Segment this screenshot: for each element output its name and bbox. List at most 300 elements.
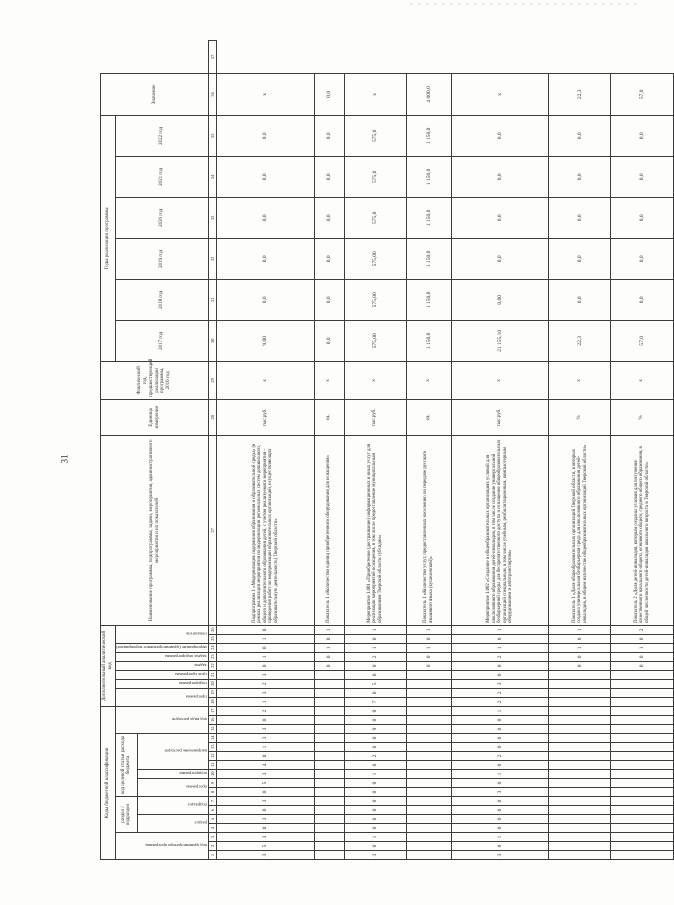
year-value: 0,0: [314, 238, 344, 279]
name-header: Наименование программы, подпрограммы, задачи, мероприятия, административного мероприятия и их показателей: [101, 435, 209, 625]
code-digit: [549, 752, 611, 761]
code-digit: 3: [217, 725, 315, 734]
column-number: 31: [209, 279, 217, 320]
year-value: 0,0: [217, 279, 315, 320]
code-digit: [406, 734, 451, 743]
row-name: Мероприятие 1.002 «Создание в общеобразовательных организациях условий для инклюзивного образования детей-инвалидов, в том числе создание универсальной безбарьерной среды для беспрепятственного доступа и оснащение общеобразовательных организаций специальным, в том числе учебным, реабилитационным, компьютерным оборудованием и автотранспортом»: [451, 435, 549, 625]
code-digit: 0: [217, 625, 315, 634]
subsection-label: подраздел: [126, 803, 132, 826]
year-value: 57,0: [611, 320, 673, 361]
code-digit: [549, 788, 611, 797]
subprogram-sub-header: подпрограмма: [138, 770, 209, 779]
code-digit: [611, 824, 673, 833]
year-value: 22,3: [549, 320, 611, 361]
code-digit: [611, 688, 673, 697]
row-actual: х: [217, 361, 315, 399]
column-number: 23: [209, 652, 217, 661]
code-digit: [314, 833, 344, 842]
code-digit: 0: [451, 842, 549, 851]
extra-class-header: Дополнительный аналитический код: [101, 625, 116, 706]
section-label: раздел: [120, 808, 126, 823]
code-digit: 1: [549, 643, 611, 652]
code-digit: 0: [451, 761, 549, 770]
code-digit: 2: [451, 752, 549, 761]
code-digit: [549, 670, 611, 679]
code-digit: [314, 670, 344, 679]
code-digit: 0: [451, 815, 549, 824]
code-digit: [314, 725, 344, 734]
table-row: [549, 41, 611, 860]
code-digit: [314, 716, 344, 725]
code-digit: [314, 815, 344, 824]
column-number: 33: [209, 197, 217, 238]
row-unit: %: [611, 399, 673, 435]
code-digit: [549, 743, 611, 752]
code-digit: 3: [451, 788, 549, 797]
subsection-sub-header: подраздел: [138, 797, 209, 815]
year-value: 1 150,0: [406, 238, 451, 279]
column-number: 3: [209, 833, 217, 842]
year-2017-header: 2017 год: [115, 320, 209, 361]
column-number: 34: [209, 156, 217, 197]
year-value: 1 150,0: [406, 197, 451, 238]
year-value: 1 150,0: [406, 279, 451, 320]
year-value: 575,00: [344, 238, 406, 279]
code-digit: [314, 761, 344, 770]
year-value: 0,0: [611, 156, 673, 197]
code-digit: 1: [549, 625, 611, 634]
row-unit: тыс.руб.: [451, 399, 549, 435]
year-value: 0,0: [451, 238, 549, 279]
row-target: х: [451, 73, 549, 115]
code-digit: [406, 743, 451, 752]
code-digit: [406, 761, 451, 770]
code-digit: 0: [451, 779, 549, 788]
direction-sub-header: направление расходов: [138, 734, 209, 770]
column-number: 24: [209, 643, 217, 652]
code-digit: [406, 806, 451, 815]
table-row: [611, 41, 673, 860]
code-digit: 1: [344, 833, 406, 842]
column-number: 16: [209, 716, 217, 725]
budget-class-header: Коды бюджетной классификации: [101, 706, 116, 859]
code-digit: 1: [217, 634, 315, 643]
column-number: 8: [209, 788, 217, 797]
code-digit: 0: [344, 670, 406, 679]
code-digit: [314, 806, 344, 815]
code-digit: 1: [344, 625, 406, 634]
code-digit: 0: [451, 670, 549, 679]
column-number: 36: [209, 73, 217, 115]
code-digit: 2: [217, 679, 315, 688]
code-digit: 5: [344, 679, 406, 688]
table-row: [406, 41, 451, 860]
code-digit: [549, 734, 611, 743]
year-value: 0,0: [217, 238, 315, 279]
years-header: Годы реализации программы: [101, 115, 116, 361]
code-digit: 0: [344, 824, 406, 833]
code-digit: [611, 842, 673, 851]
code-digit: [611, 716, 673, 725]
row-unit: ед.: [406, 399, 451, 435]
year-value: 575,00: [344, 320, 406, 361]
code-digit: [314, 788, 344, 797]
code-digit: 3: [217, 734, 315, 743]
code-digit: 3: [217, 833, 315, 842]
indicator-header: показатель: [115, 625, 209, 643]
code-digit: [314, 797, 344, 806]
code-digit: 1: [451, 643, 549, 652]
code-digit: 0: [406, 661, 451, 670]
code-digit: [406, 851, 451, 860]
code-digit: [549, 797, 611, 806]
code-digit: [611, 851, 673, 860]
code-digit: [406, 842, 451, 851]
year-2021-header: 2021 год: [115, 156, 209, 197]
code-digit: [314, 842, 344, 851]
code-digit: [314, 688, 344, 697]
column-number: 27: [209, 435, 217, 625]
code-digit: [611, 670, 673, 679]
year-value: 9,00: [217, 320, 315, 361]
row-name: Подпрограмма 1 «Модернизация содержания образования и образовательной среды» (в рамках реализации мероприятия по модернизации региональных систем дошкольного, общего и дополнительного образования детей, с учетом реализуемого мероприятия – проведения работ по модернизации образовательных организаций, осуществляющих образовательную деятельность) Тверской области»: [217, 435, 315, 625]
year-value: 575,0: [344, 115, 406, 156]
code-digit: [611, 706, 673, 715]
year-value: 0,0: [611, 115, 673, 156]
code-digit: [314, 743, 344, 752]
code-digit: [611, 743, 673, 752]
code-digit: [611, 761, 673, 770]
unit-header: Единица измерения: [101, 399, 209, 435]
code-digit: 0: [344, 842, 406, 851]
code-digit: [406, 770, 451, 779]
column-number: 29: [209, 361, 217, 399]
code-digit: [314, 697, 344, 706]
code-digit: [406, 833, 451, 842]
code-digit: 0: [451, 716, 549, 725]
year-value: 0,0: [314, 320, 344, 361]
year-value: 1 150,0: [406, 115, 451, 156]
code-digit: 3: [217, 770, 315, 779]
code-digit: 0: [344, 743, 406, 752]
code-digit: 0: [217, 643, 315, 652]
table-row: [217, 41, 315, 860]
year-value: 0,0: [549, 197, 611, 238]
code-digit: [611, 770, 673, 779]
code-digit: [406, 670, 451, 679]
column-number: 2: [209, 842, 217, 851]
code-digit: 0: [344, 806, 406, 815]
year-2022-header: 2022 год: [115, 115, 209, 156]
code-digit: [314, 851, 344, 860]
code-digit: [406, 788, 451, 797]
row-target: 0,0: [314, 73, 344, 115]
column-number: 11: [209, 761, 217, 770]
year-value: 0,00: [451, 279, 549, 320]
code-digit: [611, 697, 673, 706]
program-table: [100, 40, 674, 860]
table-row: [451, 41, 549, 860]
target-header: Значение: [101, 73, 209, 115]
code-digit: [314, 824, 344, 833]
code-digit: 0: [451, 806, 549, 815]
code-digit: 5: [217, 779, 315, 788]
year-value: 0,0: [549, 156, 611, 197]
year-value: 575,0: [344, 156, 406, 197]
code-digit: 7: [344, 697, 406, 706]
expense-type-header: код вида расходов: [115, 706, 209, 733]
code-digit: 0: [217, 806, 315, 815]
rotated-table-sheet: [100, 40, 650, 860]
year-2018-header: 2018 год: [115, 279, 209, 320]
row-unit: тыс.руб.: [344, 399, 406, 435]
column-number: 15: [209, 725, 217, 734]
code-digit: [611, 833, 673, 842]
year-value: 0,0: [217, 197, 315, 238]
code-digit: [406, 697, 451, 706]
row-unit: ед.: [314, 399, 344, 435]
code-digit: 3: [451, 679, 549, 688]
year-value: 575,0: [344, 197, 406, 238]
code-digit: [406, 797, 451, 806]
page-number: 31: [59, 454, 70, 464]
code-digit: 0: [314, 661, 344, 670]
row-name: Показатель 1 «Доля общеобразовательных организаций Тверской области, в которых создана универсальная безбарьерная среда для инклюзивного образования детей-инвалидов, в общем количестве общеобразовательных организаций Тверской области»: [549, 435, 611, 625]
column-number: 14: [209, 734, 217, 743]
code-digit: [549, 779, 611, 788]
code-digit: [549, 824, 611, 833]
row-name: Показатель 2 «Доля детей-инвалидов, которым созданы условия для получения качественного начального общего, основного общего, среднего общего образования, в общей численности детей-инвалидов школьного возраста в Тверской области»: [611, 435, 673, 625]
column-number: 22: [209, 661, 217, 670]
code-digit: 1: [314, 643, 344, 652]
code-digit: 0: [549, 661, 611, 670]
code-digit: 1: [344, 643, 406, 652]
code-digit: [611, 752, 673, 761]
code-digit: 3: [217, 797, 315, 806]
code-digit: 0: [217, 824, 315, 833]
code-digit: 2: [451, 652, 549, 661]
column-number-row: [209, 41, 217, 860]
row-unit: тыс.руб.: [217, 399, 315, 435]
column-number: 20: [209, 679, 217, 688]
row-target: 57,0: [611, 73, 673, 115]
code-digit: [314, 752, 344, 761]
year-value: 0,0: [314, 279, 344, 320]
code-digit: [611, 725, 673, 734]
code-digit: [314, 706, 344, 715]
code-digit: 0: [344, 797, 406, 806]
column-number: 37: [209, 41, 217, 74]
code-digit: 0: [451, 797, 549, 806]
code-digit: 0: [344, 815, 406, 824]
code-digit: 2: [344, 652, 406, 661]
code-digit: 0: [344, 761, 406, 770]
year-value: 21 155,10: [451, 320, 549, 361]
row-name: Мероприятие 1.001 «Приобретение (достраивание) информационных и иных услуг для реализации мероприятий оснащения, в том числе предоставление муниципальным образованиям Тверской области субсидии»: [344, 435, 406, 625]
code-digit: [611, 679, 673, 688]
code-digit: 3: [217, 688, 315, 697]
goal-header: цель программы: [115, 670, 209, 679]
code-digit: 0: [611, 652, 673, 661]
code-digit: 0: [217, 661, 315, 670]
year-2020-header: 2020 год: [115, 197, 209, 238]
code-digit: [549, 761, 611, 770]
section-subsection-header: раздел / подраздел: [115, 797, 138, 833]
code-digit: [406, 779, 451, 788]
section-sub-header: раздел: [138, 815, 209, 833]
code-digit: 0: [451, 824, 549, 833]
column-number: 25: [209, 634, 217, 643]
actual-header: Фактический год, предшествующий реализации программы, 2016 год: [101, 361, 209, 399]
code-digit: 2: [611, 625, 673, 634]
code-digit: 0: [344, 634, 406, 643]
year-value: 0,0: [611, 197, 673, 238]
year-value: 0,0: [549, 279, 611, 320]
target-article-header: код целевой статьи расхода бюджета: [115, 734, 138, 797]
column-number: 5: [209, 815, 217, 824]
code-digit: 1: [451, 625, 549, 634]
code-digit: 0: [344, 788, 406, 797]
year-value: 0,0: [314, 197, 344, 238]
row-unit: %: [549, 399, 611, 435]
code-digit: 0: [344, 716, 406, 725]
row-target: х: [344, 73, 406, 115]
year-value: 575,00: [344, 279, 406, 320]
code-digit: [549, 770, 611, 779]
code-digit: 0: [451, 743, 549, 752]
code-digit: 0: [344, 688, 406, 697]
code-digit: 2: [344, 752, 406, 761]
code-digit: [314, 770, 344, 779]
code-digit: 0: [217, 716, 315, 725]
code-digit: [611, 788, 673, 797]
code-digit: 1: [451, 706, 549, 715]
code-digit: 1: [406, 643, 451, 652]
code-digit: [549, 815, 611, 824]
code-digit: [314, 734, 344, 743]
task-header: задача: [115, 661, 209, 670]
code-digit: [549, 697, 611, 706]
column-number: 10: [209, 770, 217, 779]
row-target: 22,3: [549, 73, 611, 115]
code-digit: 0: [217, 752, 315, 761]
year-value: 0,0: [314, 156, 344, 197]
table-row: [344, 41, 406, 860]
code-digit: 2: [451, 688, 549, 697]
year-2019-header: 2019 год: [115, 238, 209, 279]
code-digit: 3: [217, 815, 315, 824]
year-value: 0,0: [217, 156, 315, 197]
column-number: 9: [209, 779, 217, 788]
code-digit: 0: [314, 652, 344, 661]
code-digit: 0: [451, 725, 549, 734]
row-actual: х: [611, 361, 673, 399]
year-value: 0,0: [314, 115, 344, 156]
code-digit: [549, 851, 611, 860]
code-digit: [611, 815, 673, 824]
code-digit: 1: [217, 743, 315, 752]
subprogram-code-header: подпрограмма: [115, 679, 209, 688]
program-sub-header: программа: [138, 779, 209, 797]
row-name: Показатель 1 «Количество единиц приобретенного оборудования для оснащения»: [314, 435, 344, 625]
year-value: 0,0: [451, 115, 549, 156]
program-code-header: программа: [115, 688, 209, 706]
column-number: 32: [209, 238, 217, 279]
row-target: 4 000,0: [406, 73, 451, 115]
sub-task-header: задача подпрограммы: [115, 652, 209, 661]
admin-code-header: код администратора программы: [115, 833, 209, 860]
code-digit: 5: [217, 842, 315, 851]
code-digit: [611, 806, 673, 815]
code-digit: 0: [611, 661, 673, 670]
code-digit: 3: [217, 851, 315, 860]
code-digit: 1: [451, 833, 549, 842]
measure-header: мероприятие (административное мероприятие): [115, 643, 209, 652]
code-digit: 3: [344, 851, 406, 860]
code-digit: [549, 842, 611, 851]
code-digit: 0: [451, 634, 549, 643]
code-digit: [406, 824, 451, 833]
code-digit: [611, 734, 673, 743]
column-number: 19: [209, 688, 217, 697]
code-digit: 1: [611, 643, 673, 652]
header-row-1: [101, 41, 116, 860]
column-number: 28: [209, 399, 217, 435]
column-number: 12: [209, 752, 217, 761]
code-digit: [406, 716, 451, 725]
code-digit: 0: [611, 634, 673, 643]
year-value: 0,0: [549, 238, 611, 279]
code-digit: 1: [217, 652, 315, 661]
code-digit: 4: [217, 761, 315, 770]
code-digit: 0: [406, 652, 451, 661]
column-number: 26: [209, 625, 217, 634]
code-digit: 0: [549, 652, 611, 661]
code-digit: 0: [344, 779, 406, 788]
code-digit: [314, 779, 344, 788]
year-value: 0,0: [451, 156, 549, 197]
code-digit: [549, 806, 611, 815]
table-row: [314, 41, 344, 860]
code-digit: 1: [451, 770, 549, 779]
code-digit: [406, 752, 451, 761]
code-digit: 2: [451, 697, 549, 706]
code-digit: 0: [451, 661, 549, 670]
column-number: 4: [209, 824, 217, 833]
code-digit: 0: [406, 634, 451, 643]
scan-marks: [0, 0, 640, 20]
code-digit: 2: [217, 706, 315, 715]
code-digit: [549, 833, 611, 842]
code-digit: [406, 679, 451, 688]
code-digit: 0: [217, 788, 315, 797]
code-digit: [406, 815, 451, 824]
row-target: х: [217, 73, 315, 115]
column-number: 7: [209, 797, 217, 806]
code-digit: 0: [451, 734, 549, 743]
year-value: 0,0: [451, 197, 549, 238]
row-actual: х: [406, 361, 451, 399]
year-value: 0,0: [611, 238, 673, 279]
column-number: 21: [209, 670, 217, 679]
code-digit: 0: [314, 634, 344, 643]
code-digit: 9: [344, 725, 406, 734]
column-number: 13: [209, 743, 217, 752]
code-digit: [314, 679, 344, 688]
code-digit: 1: [217, 697, 315, 706]
code-digit: [549, 706, 611, 715]
code-digit: [611, 779, 673, 788]
